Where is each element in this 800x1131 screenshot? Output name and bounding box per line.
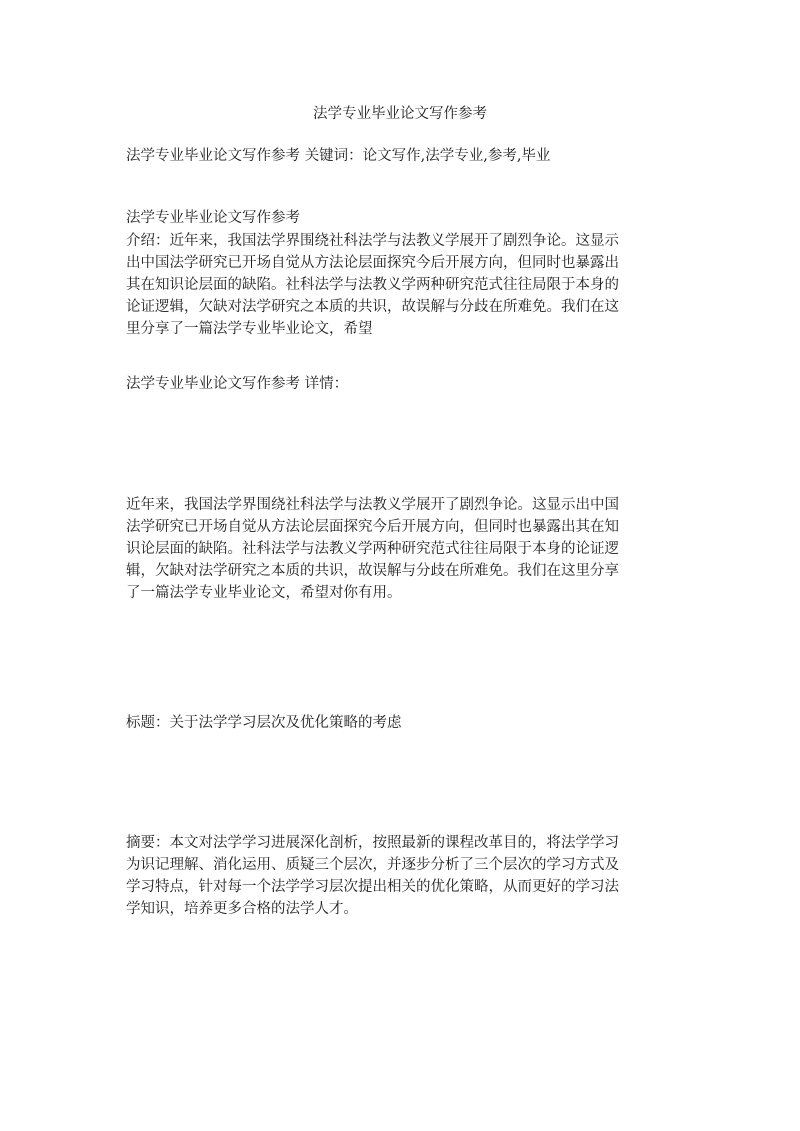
abstract-paragraph — [126, 832, 666, 920]
abstract-line: 为识记理解、消化运用、质疑三个层次，并逐步分析了三个层次的学习方式及 — [126, 857, 619, 873]
details-heading: 法学专业毕业论文写作参考 详情： — [126, 376, 349, 392]
section-heading: 法学专业毕业论文写作参考 — [126, 210, 300, 226]
document-title: 法学专业毕业论文写作参考 — [313, 106, 487, 122]
abstract-line: 学习特点，针对每一个法学学习层次提出相关的优化策略，从而更好的学习法 — [126, 879, 619, 895]
intro-line: 论证逻辑，欠缺对法学研究之本质的共识，故误解与分歧在所难免。我们在这 — [126, 299, 619, 315]
keywords-line: 法学专业毕业论文写作参考 关键词：论文写作,法学专业,参考,毕业 — [126, 148, 551, 164]
abstract-line: 学知识，培养更多合格的法学人才。 — [126, 901, 358, 917]
paper-title-line: 标题：关于法学学习层次及优化策略的考虑 — [126, 715, 402, 731]
intro-line: 介绍：近年来，我国法学界围绕社科法学与法教义学展开了剧烈争论。这显示 — [126, 233, 619, 249]
body-line: 辑，欠缺对法学研究之本质的共识，故误解与分歧在所难免。我们在这里分享 — [126, 563, 619, 579]
body-line: 了一篇法学专业毕业论文，希望对你有用。 — [126, 585, 402, 601]
body-line: 法学研究已开场自觉从方法论层面探究今后开展方向，但同时也暴露出其在知 — [126, 519, 619, 535]
intro-line: 出中国法学研究已开场自觉从方法论层面探究今后开展方向，但同时也暴露出 — [126, 255, 619, 271]
body-line: 近年来，我国法学界围绕社科法学与法教义学展开了剧烈争论。这显示出中国 — [126, 497, 619, 513]
abstract-line: 摘要：本文对法学学习进展深化剖析，按照最新的课程改革目的，将法学学习 — [126, 835, 619, 851]
intro-paragraph — [126, 230, 666, 340]
body-line: 识论层面的缺陷。社科法学与法教义学两种研究范式往往局限于本身的论证逻 — [126, 541, 619, 557]
intro-line: 里分享了一篇法学专业毕业论文，希望 — [126, 321, 373, 337]
intro-line: 其在知识论层面的缺陷。社科法学与法教义学两种研究范式往往局限于本身的 — [126, 277, 619, 293]
body-paragraph — [126, 494, 666, 604]
